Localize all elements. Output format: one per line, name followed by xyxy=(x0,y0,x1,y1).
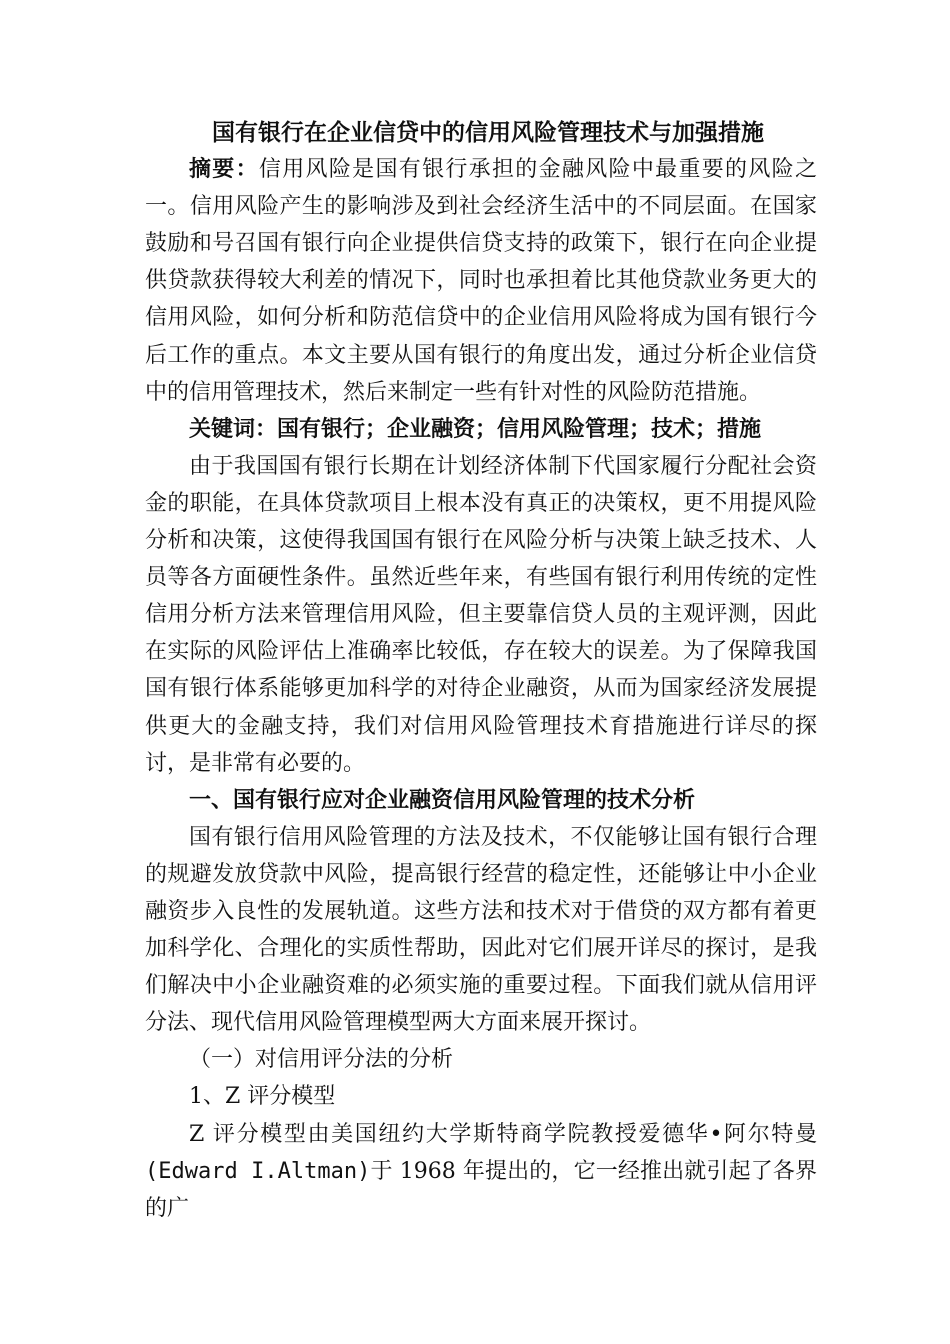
section-paragraph-1: 国有银行信用风险管理的方法及技术，不仅能够让国有银行合理的规避发放贷款中风险，提高银行经营的稳定性，还能够让中小企业融资步入良性的发展轨道。这些方法和技术对于借贷的双方都有着更加科学化、合理化的实质性帮助，因此对它们展开详尽的探讨，是我们解决中小企业融资难的必须实施的重要过程。下面我们就从信用评分法、现代信用风险管理模型两大方面来展开探讨。 xyxy=(145,824,817,1036)
item-heading-1: 1、Z 评分模型 xyxy=(189,1084,336,1110)
abstract-paragraph xyxy=(145,151,817,411)
item-paragraph-1-part-c: 于 1968 年提出的，它一经推出就引起了各界的广 xyxy=(145,1158,817,1221)
subsection-heading-1: （一）对信用评分法的分析 xyxy=(189,1047,454,1073)
intro-paragraph: 由于我国国有银行长期在计划经济体制下代国家履行分配社会资金的职能，在具体贷款项目上根本没有真正的决策权，更不用提风险分析和决策，这使得我国国有银行在风险分析与决策上缺乏技术、人员等各方面硬性条件。虽然近些年来，有些国有银行利用传统的定性信用分析方法来管理信用风险，但主要靠信贷人员的主观评测，因此在实际的风险评估上准确率比较低，存在较大的误差。为了保障我国国有银行体系能够更加科学的对待企业融资，从而为国家经济发展提供更大的金融支持，我们对信用风险管理技术育措施进行详尽的探讨，是非常有必要的。 xyxy=(145,453,817,776)
item-paragraph-1-part-b: (Edward I.Altman) xyxy=(145,1158,371,1184)
abstract-label: 摘要： xyxy=(189,156,259,183)
item-paragraph-1-part-a: Z 评分模型由美国纽约大学斯特商学院教授爱德华•阿尔特曼 xyxy=(189,1121,817,1147)
item-paragraph-1 xyxy=(145,1116,817,1227)
keywords-line: 关键词：国有银行；企业融资；信用风险管理；技术；措施 xyxy=(189,415,762,442)
section-heading-1: 一、国有银行应对企业融资信用风险管理的技术分析 xyxy=(189,786,696,813)
abstract-text: 信用风险是国有银行承担的金融风险中最重要的风险之一。信用风险产生的影响涉及到社会经济生活中的不同层面。在国家鼓励和号召国有银行向企业提供信贷支持的政策下，银行在向企业提供贷款获得较大利差的情况下，同时也承担着比其他贷款业务更大的信用风险，如何分析和防范信贷中的企业信用风险将成为国有银行今后工作的重点。本文主要从国有银行的角度出发，通过分析企业信贷中的信用管理技术，然后来制定一些有针对性的风险防范措施。 xyxy=(145,157,817,405)
document-page xyxy=(145,114,817,1227)
document-title: 国有银行在企业信贷中的信用风险管理技术与加强措施 xyxy=(212,119,764,146)
